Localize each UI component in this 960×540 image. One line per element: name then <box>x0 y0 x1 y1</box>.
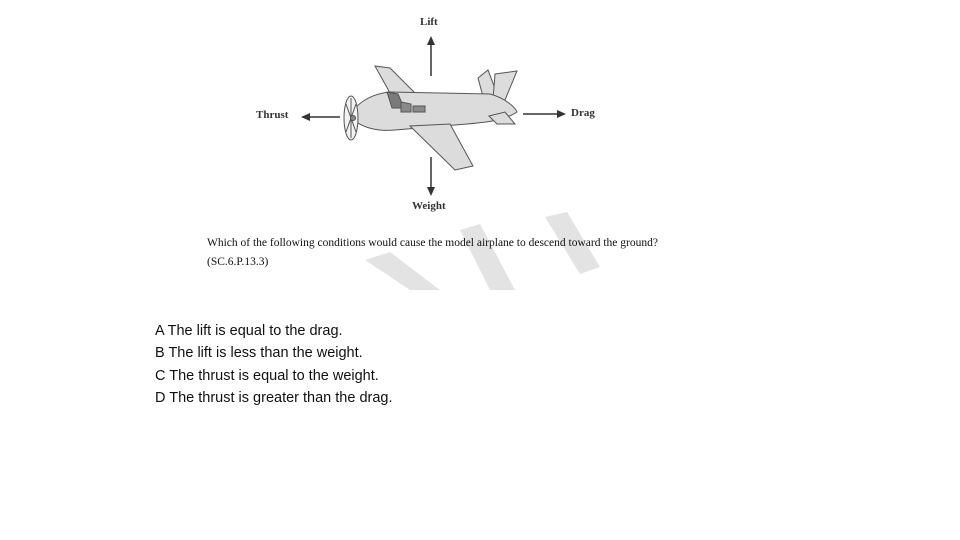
question-text: Which of the following conditions would cause the model airplane to descend toward the ground? (SC.6.P.13.3) <box>207 237 658 268</box>
answer-choices <box>155 320 393 409</box>
choice-c: C The thrust is equal to the weight. <box>155 367 379 384</box>
choice-a: A The lift is equal to the drag. <box>155 323 343 339</box>
thrust-label: Thrust <box>256 109 289 121</box>
weight-label: Weight <box>412 200 446 212</box>
drag-arrow <box>523 110 566 118</box>
weight-arrow <box>427 157 435 196</box>
choice-d: D The thrust is greater than the drag. <box>155 389 393 406</box>
thrust-arrow <box>301 113 340 121</box>
drag-label: Drag <box>571 107 595 119</box>
airplane-forces-figure <box>205 12 680 290</box>
lift-arrow <box>427 36 435 76</box>
airplane-icon <box>344 66 517 170</box>
choice-b: B The lift is less than the weight. <box>155 345 363 362</box>
lift-label: Lift <box>420 16 438 28</box>
